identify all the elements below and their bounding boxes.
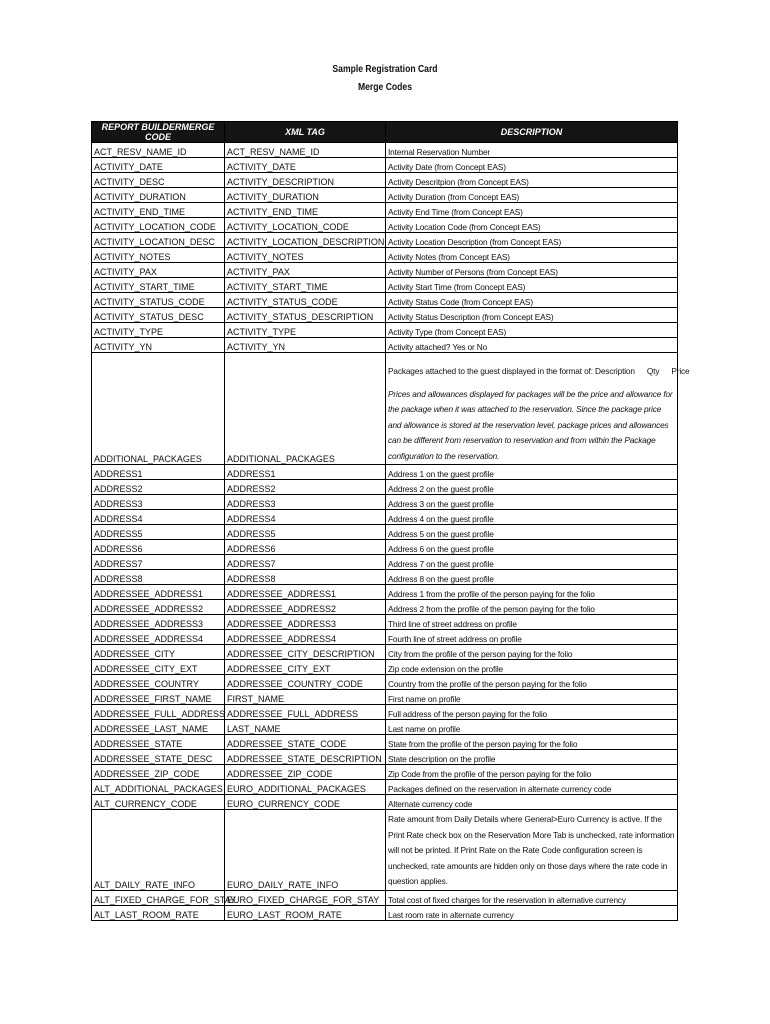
merge-code-cell: ALT_LAST_ROOM_RATE [92,905,225,920]
merge-code-cell: ACTIVITY_DESC [92,173,225,188]
description-cell: Full address of the person paying for the folio [386,705,678,720]
table-row [92,600,678,615]
table-row [92,735,678,750]
merge-code-cell: ADDRESSEE_LAST_NAME [92,720,225,735]
xml-tag-cell: EURO_FIXED_CHARGE_FOR_STAY [225,890,386,905]
merge-code-cell: ADDRESSEE_STATE [92,735,225,750]
xml-tag-cell: ADDRESSEE_FULL_ADDRESS [225,705,386,720]
xml-tag-cell: ACTIVITY_LOCATION_CODE [225,218,386,233]
table-row [92,510,678,525]
table-row [92,465,678,480]
merge-code-cell: ADDRESSEE_FIRST_NAME [92,690,225,705]
merge-code-cell: ACTIVITY_END_TIME [92,203,225,218]
table-row-additional-packages [92,353,678,465]
table-header-row [92,122,678,143]
document-subtitle: Merge Codes [357,82,412,93]
description-cell: First name on profile [386,690,678,705]
xml-tag-cell: ACTIVITY_END_TIME [225,203,386,218]
table-row [92,143,678,158]
description-cell: Activity Duration (from Concept EAS) [386,188,678,203]
table-row [92,690,678,705]
merge-code-cell: ALT_CURRENCY_CODE [92,795,225,810]
table-row [92,540,678,555]
description-cell: Last name on profile [386,720,678,735]
description-cell: Activity Status Code (from Concept EAS) [386,293,678,308]
description-cell: Rate amount from Daily Details where General>Euro Currency is active. If the Print Rate check box on the Reservation More Tab is unchecked, rate information will not be printed. If Print Rate on the Rate Code configuration screen is unchecked, rate amounts are hidden only on those days where the rate code in question applies. [386,810,678,891]
table-row [92,263,678,278]
table-row [92,248,678,263]
table-row [92,278,678,293]
table-row [92,720,678,735]
table-row-alt-daily-rate-info [92,810,678,891]
description-cell: Internal Reservation Number [386,143,678,158]
description-cell: Packages defined on the reservation in alternate currency code [386,780,678,795]
xml-tag-cell: ADDRESSEE_ADDRESS2 [225,600,386,615]
xml-tag-cell: EURO_ADDITIONAL_PACKAGES [225,780,386,795]
description-cell: Activity Descritpion (from Concept EAS) [386,173,678,188]
table-row [92,480,678,495]
table-row [92,660,678,675]
merge-code-cell: ADDRESSEE_ADDRESS4 [92,630,225,645]
merge-code-cell: ADDRESS8 [92,570,225,585]
description-cell: Address 4 on the guest profile [386,510,678,525]
description-cell: Address 1 from the profile of the person paying for the folio [386,585,678,600]
description-cell: Zip code extension on the profile [386,660,678,675]
description-cell: Last room rate in alternate currency [386,905,678,920]
table-row [92,905,678,920]
xml-tag-cell: ADDRESSEE_ADDRESS4 [225,630,386,645]
xml-tag-cell: ADDRESS8 [225,570,386,585]
table-row [92,585,678,600]
table-row [92,630,678,645]
merge-code-cell: ACTIVITY_PAX [92,263,225,278]
xml-tag-cell: ACTIVITY_PAX [225,263,386,278]
xml-tag-cell: ACTIVITY_DESCRIPTION [225,173,386,188]
description-cell: Activity Location Code (from Concept EAS) [386,218,678,233]
merge-code-cell: ADDRESS2 [92,480,225,495]
description-cell: Address 1 on the guest profile [386,465,678,480]
description-cell: Activity End Time (from Concept EAS) [386,203,678,218]
merge-code-cell: ACTIVITY_DURATION [92,188,225,203]
merge-code-cell: ACT_RESV_NAME_ID [92,143,225,158]
description-cell: Address 3 on the guest profile [386,495,678,510]
column-header-xml-tag: XML TAG [225,122,386,143]
xml-tag-cell: EURO_LAST_ROOM_RATE [225,905,386,920]
xml-tag-cell: ADDRESSEE_STATE_DESCRIPTION [225,750,386,765]
xml-tag-cell: ACTIVITY_DURATION [225,188,386,203]
merge-code-cell: ADDRESS4 [92,510,225,525]
table-row [92,675,678,690]
xml-tag-cell: ADDRESS5 [225,525,386,540]
table-row [92,615,678,630]
description-cell: State description on the profile [386,750,678,765]
description-cell: Activity Notes (from Concept EAS) [386,248,678,263]
description-cell: Total cost of fixed charges for the reservation in alternative currency [386,890,678,905]
xml-tag-cell: ADDRESSEE_ADDRESS1 [225,585,386,600]
merge-code-cell: ADDRESSEE_ADDRESS3 [92,615,225,630]
xml-tag-cell: ACTIVITY_YN [225,338,386,353]
table-row [92,323,678,338]
table-row [92,293,678,308]
description-cell: Activity Date (from Concept EAS) [386,158,678,173]
xml-tag-cell: ADDRESSEE_CITY_EXT [225,660,386,675]
merge-code-cell: ADDRESS1 [92,465,225,480]
xml-tag-cell: ACTIVITY_TYPE [225,323,386,338]
xml-tag-cell: ACTIVITY_NOTES [225,248,386,263]
merge-code-cell: ACTIVITY_NOTES [92,248,225,263]
merge-code-cell: ADDRESS3 [92,495,225,510]
table-row [92,795,678,810]
table-row [92,158,678,173]
packages-format-line: Packages attached to the guest displayed in the format of: Description Qty Price [388,366,690,376]
merge-code-cell: ADDRESS6 [92,540,225,555]
xml-tag-cell: EURO_DAILY_RATE_INFO [225,810,386,891]
table-row [92,705,678,720]
description-cell: State from the profile of the person paying for the folio [386,735,678,750]
column-header-description: DESCRIPTION [386,122,678,143]
description-cell: Country from the profile of the person paying for the folio [386,675,678,690]
xml-tag-cell: FIRST_NAME [225,690,386,705]
xml-tag-cell: LAST_NAME [225,720,386,735]
description-cell: Activity Start Time (from Concept EAS) [386,278,678,293]
merge-code-cell: ALT_DAILY_RATE_INFO [92,810,225,891]
merge-code-cell: ADDRESSEE_COUNTRY [92,675,225,690]
xml-tag-cell: ADDRESSEE_STATE_CODE [225,735,386,750]
xml-tag-cell: ADDRESS6 [225,540,386,555]
merge-code-cell: ADDRESSEE_CITY [92,645,225,660]
table-row [92,203,678,218]
description-cell: Address 7 on the guest profile [386,555,678,570]
merge-code-cell: ADDRESSEE_FULL_ADDRESS [92,705,225,720]
merge-code-cell: ACTIVITY_START_TIME [92,278,225,293]
table-row [92,780,678,795]
merge-codes-table [91,121,690,921]
merge-code-cell: ADDRESSEE_ADDRESS2 [92,600,225,615]
document-title: Sample Registration Card [332,64,438,75]
merge-code-cell: ACTIVITY_STATUS_DESC [92,308,225,323]
xml-tag-cell: ADDRESS2 [225,480,386,495]
table-row [92,750,678,765]
xml-tag-cell: ADDRESS3 [225,495,386,510]
description-cell: Fourth line of street address on profile [386,630,678,645]
xml-tag-cell: ADDITIONAL_PACKAGES [225,353,386,465]
description-cell: Address 2 on the guest profile [386,480,678,495]
xml-tag-cell: ACTIVITY_DATE [225,158,386,173]
description-cell: Address 8 on the guest profile [386,570,678,585]
xml-tag-cell: ACTIVITY_STATUS_DESCRIPTION [225,308,386,323]
merge-code-cell: ACTIVITY_STATUS_CODE [92,293,225,308]
description-cell: Activity Location Description (from Concept EAS) [386,233,678,248]
merge-code-cell: ACTIVITY_TYPE [92,323,225,338]
table-row [92,525,678,540]
description-cell: Activity Type (from Concept EAS) [386,323,678,338]
xml-tag-cell: ADDRESSEE_ADDRESS3 [225,615,386,630]
xml-tag-cell: ADDRESSEE_CITY_DESCRIPTION [225,645,386,660]
table-row [92,890,678,905]
column-header-merge-code: REPORT BUILDERMERGE CODE [92,122,225,143]
xml-tag-cell: ADDRESS4 [225,510,386,525]
merge-code-cell: ADDRESS7 [92,555,225,570]
merge-code-cell: ALT_FIXED_CHARGE_FOR_STAY [92,890,225,905]
table-row [92,555,678,570]
xml-tag-cell: ACT_RESV_NAME_ID [225,143,386,158]
merge-code-cell: ADDRESSEE_ADDRESS1 [92,585,225,600]
packages-note: Prices and allowances displayed for packages will be the price and allowance for the package when it was attached to the reservation. Since the package price and allowance is stored at the reservation level, package prices and allowances can be different from reservation to reservation and from within the Package configuration to the reservation. [388,388,673,461]
description-cell: Address 6 on the guest profile [386,540,678,555]
table-row [92,308,678,323]
description-cell: Third line of street address on profile [386,615,678,630]
xml-tag-cell: EURO_CURRENCY_CODE [225,795,386,810]
merge-code-cell: ADDRESSEE_STATE_DESC [92,750,225,765]
table-row [92,645,678,660]
table-row [92,173,678,188]
description-cell: Alternate currency code [386,795,678,810]
merge-code-cell: ALT_ADDITIONAL_PACKAGES [92,780,225,795]
merge-code-cell: ADDRESSEE_ZIP_CODE [92,765,225,780]
xml-tag-cell: ADDRESSEE_COUNTRY_CODE [225,675,386,690]
table-row [92,495,678,510]
table-row [92,188,678,203]
table-row [92,765,678,780]
xml-tag-cell: ACTIVITY_STATUS_CODE [225,293,386,308]
description-cell: Activity Number of Persons (from Concept EAS) [386,263,678,278]
description-cell [386,353,690,465]
table-row [92,233,678,248]
description-cell: Zip Code from the profile of the person paying for the folio [386,765,678,780]
table-row [92,218,678,233]
merge-code-cell: ACTIVITY_LOCATION_DESC [92,233,225,248]
table-row [92,338,678,353]
description-cell: Activity attached? Yes or No [386,338,678,353]
xml-tag-cell: ADDRESSEE_ZIP_CODE [225,765,386,780]
merge-code-cell: ACTIVITY_DATE [92,158,225,173]
table-row [92,570,678,585]
description-cell: Address 2 from the profile of the person paying for the folio [386,600,678,615]
xml-tag-cell: ACTIVITY_LOCATION_DESCRIPTION [225,233,386,248]
xml-tag-cell: ACTIVITY_START_TIME [225,278,386,293]
description-cell: Activity Status Description (from Concept EAS) [386,308,678,323]
description-cell: Address 5 on the guest profile [386,525,678,540]
merge-code-cell: ADDRESS5 [92,525,225,540]
merge-code-cell: ACTIVITY_YN [92,338,225,353]
merge-code-cell: ADDRESSEE_CITY_EXT [92,660,225,675]
xml-tag-cell: ADDRESS7 [225,555,386,570]
xml-tag-cell: ADDRESS1 [225,465,386,480]
merge-code-cell: ACTIVITY_LOCATION_CODE [92,218,225,233]
description-cell: City from the profile of the person paying for the folio [386,645,678,660]
merge-code-cell: ADDITIONAL_PACKAGES [92,353,225,465]
